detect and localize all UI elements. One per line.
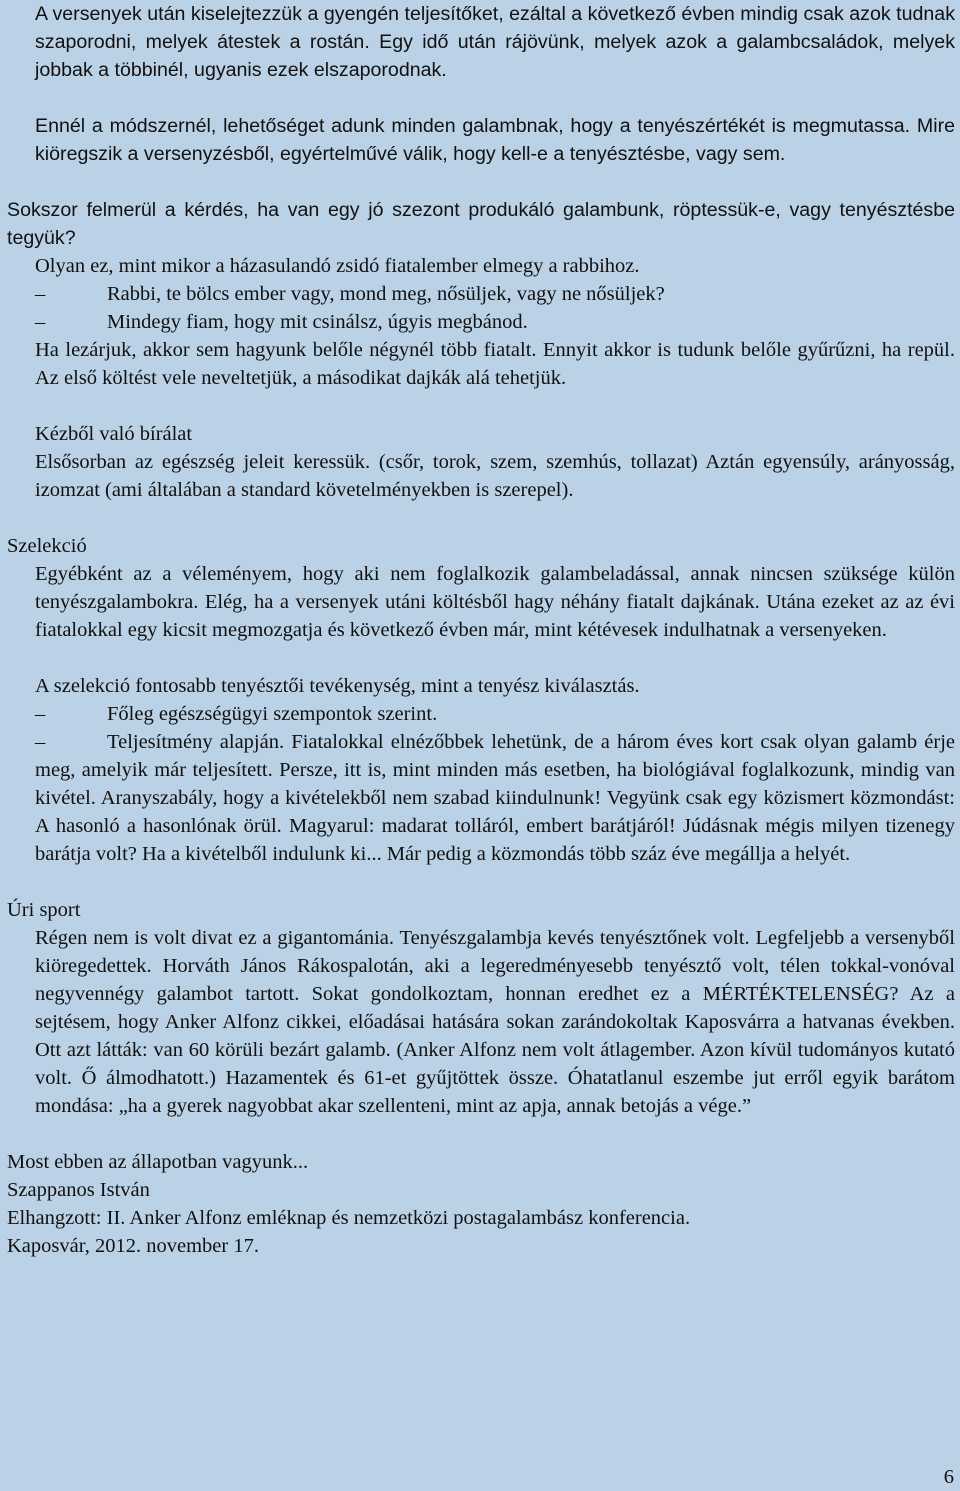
venue-note: Elhangzott: II. Anker Alfonz emléknap és nemzetközi postagalambász konferencia. xyxy=(7,1207,691,1229)
anecdote-dialogue-line-2 xyxy=(7,308,955,336)
dash-bullet: – xyxy=(35,731,46,753)
spacer xyxy=(7,392,955,420)
spacer xyxy=(7,504,955,532)
intro-paragraph-2: Ennél a módszernél, lehetőséget adunk minden galambnak, hogy a tenyészértékét is megmutassa. Mire kiöregszik a versenyzésből, egyértelművé válik, hogy kell-e a tenyésztésbe, vagy sem. xyxy=(35,115,955,165)
selection-item-text: Főleg egészségügyi szempontok szerint. xyxy=(107,703,438,725)
gentry-sport-text: Régen nem is volt divat ez a gigantománia. Tenyészgalambja kevés tenyésztőnek volt. Legfeljebb a versenyből kiöregedettek. Horváth János Rákospalotán, aki a legeredményesebb tenyésztő volt, télen tokkal-vonóval negyvennégy galambot tartott. Sokat gondolkoztam, honnan eredhet ez a MÉRTÉKTELENSÉG? Az a sejtésem, hogy Anker Alfonz cikkei, előadásai hatására sokan zarándokoltak Kaposvárra a hatvanas években. Ott azt látták: van 60 körüli bezárt galamb. (Anker Alfonz nem volt átlagember. Azon kívül tudományos kutató volt. Ő álmodhatott.) Hazamentek és 61-et gyűjtöttek össze. Óhatatlanul eszembe jut erről egyik barátom mondása: „ha a gyerek nagyobbat akar szellenteni, mint az apja, annak betojás a vége.” xyxy=(35,927,955,1117)
dash-bullet: – xyxy=(35,311,46,333)
selection-paragraph-2: A szelekció fontosabb tenyésztői tevékenység, mint a tenyész kiválasztás. xyxy=(35,675,640,697)
page-number: 6 xyxy=(943,1466,954,1488)
gentry-sport-heading: Úri sport xyxy=(7,899,81,921)
closing-text: Most ebben az állapotban vagyunk... xyxy=(7,1151,309,1173)
spacer xyxy=(7,168,955,196)
spacer xyxy=(7,868,955,896)
spacer xyxy=(7,644,955,672)
dialogue-text: Mindegy fiam, hogy mit csinálsz, úgyis megbánod. xyxy=(107,311,528,333)
place-date: Kaposvár, 2012. november 17. xyxy=(7,1235,259,1257)
intro-paragraph-1: A versenyek után kiselejtezzük a gyengén teljesítőket, ezáltal a következő évben mindig csak azok tudnak szaporodni, melyek átestek a rostán. Egy idő után rájövünk, melyek azok a galambcsaládok, melyek jobbak a többinél, ugyanis ezek elszaporodnak. xyxy=(35,3,955,81)
selection-item-text: Teljesítmény alapján. Fiatalokkal elnézőbbek lehetünk, de a három éves kort csak olyan galamb érje meg, amelyik már teljesített. Persze, itt is, mint minden más esetben, ha biológiával foglalkozunk, mindig van kivétel. Aranyszabály, hogy a kivételekből nem szabad kiindulnunk! Vegyünk csak egy közismert közmondást: A hasonló a hasonlónak örül. Magyarul: madarat tolláról, embert barátjáról! Júdásnak mégis milyen tizenegy barátja volt? Ha a kivételből indulunk ki... Már pedig a közmondás több száz éve megállja a helyét. xyxy=(35,731,955,865)
anecdote-dialogue-line-1 xyxy=(7,280,955,308)
anecdote-closing: Ha lezárjuk, akkor sem hagyunk belőle négynél több fiatalt. Ennyit akkor is tudunk belőle gyűrűzni, ha repül. Az első költést vele neveltetjük, a másodikat dajkák alá tehetjük. xyxy=(35,339,955,389)
hand-judging-text: Elsősorban az egészség jeleit keressük. (csőr, torok, szem, szemhús, tollazat) Aztán egyensúly, arányosság, izomzat (ami általában a standard követelményekben is szerepel). xyxy=(35,451,955,501)
dash-bullet: – xyxy=(35,703,46,725)
selection-item-1 xyxy=(7,700,955,728)
selection-item-2 xyxy=(7,728,955,868)
anecdote-intro: Olyan ez, mint mikor a házasulandó zsidó fiatalember elmegy a rabbihoz. xyxy=(35,255,640,277)
dash-bullet: – xyxy=(35,283,46,305)
spacer xyxy=(7,84,955,112)
intro-paragraph-3: Sokszor felmerül a kérdés, ha van egy jó szezont produkáló galambunk, röptessük-e, vagy tenyésztésbe tegyük? xyxy=(7,199,955,249)
selection-heading: Szelekció xyxy=(7,535,87,557)
author-signature: Szappanos István xyxy=(7,1179,150,1201)
spacer xyxy=(7,1120,955,1148)
hand-judging-heading: Kézből való bírálat xyxy=(35,423,193,445)
document-page xyxy=(7,0,955,1260)
dialogue-text: Rabbi, te bölcs ember vagy, mond meg, nősüljek, vagy ne nősüljek? xyxy=(107,283,665,305)
selection-paragraph-1: Egyébként az a véleményem, hogy aki nem foglalkozik galambeladással, annak nincsen szüksége külön tenyészgalambokra. Elég, ha a versenyek utáni költésből hagy néhány fiatalt dajkának. Utána ezeket az az évi fiatalokkal egy kicsit megmozgatja és következő évben már, mint kétévesek indulhatnak a versenyeken. xyxy=(35,563,955,641)
